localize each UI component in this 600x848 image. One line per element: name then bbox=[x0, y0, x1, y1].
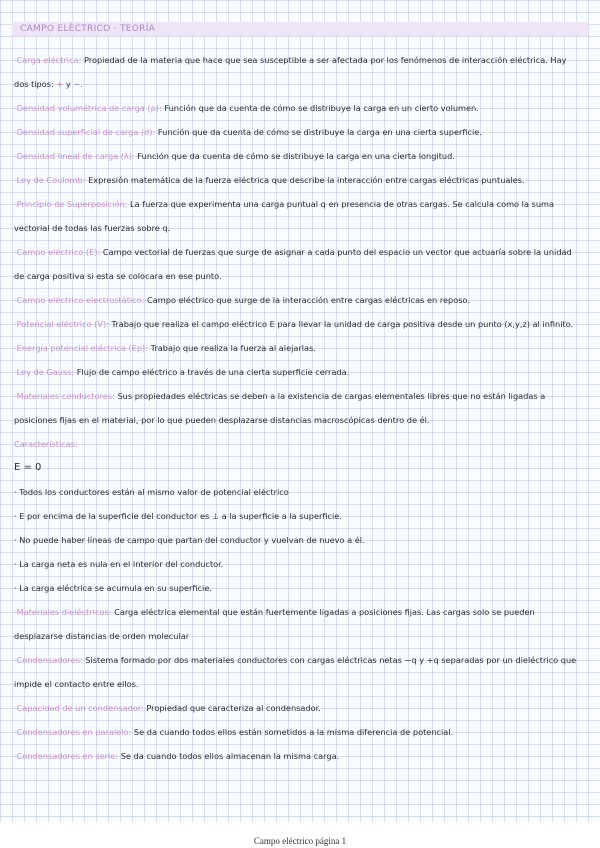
characteristic-item: · Todos los conductores están al mismo valor de potencial eléctrico bbox=[14, 487, 289, 497]
note-text: Se da cuando todos ellos almacenan la misma carga. bbox=[118, 751, 340, 761]
note-entry: ·Densidad volumétrica de carga (ρ): Función que da cuenta de cómo se distribuye la carga en un cierto volumen. bbox=[14, 103, 479, 113]
note-entry: ·Campo eléctrico (E): Campo vectorial de fuerzas que surge de asignar a cada punto del espacio un vector que actuaría sobre la unidad de carga positiva si esta se colocara en ese punto. bbox=[14, 247, 572, 281]
note-entry: ·Condensadores: Sistema formado por dos materiales conductores con cargas eléctricas netas −q y +q separadas por un dieléctrico que impide el contacto entre ellos. bbox=[14, 655, 577, 689]
note-text: Función que da cuenta de cómo se distribuye la carga en un cierto volumen. bbox=[161, 103, 479, 113]
note-entry: ·Ley de Gauss: Flujo de campo eléctrico a través de una cierta superficie cerrada. bbox=[14, 367, 350, 377]
page-title: CAMPO ELÉCTRICO · TEORÍA bbox=[20, 24, 156, 34]
characteristic-item: · No puede haber líneas de campo que partan del conductor y vuelvan de nuevo a él. bbox=[14, 535, 365, 545]
note-text: Se da cuando todos ellos están sometidos a la misma diferencia de potencial. bbox=[131, 727, 454, 737]
note-text: Carga eléctrica elemental que están fuertemente ligadas a posiciones fijas. Las cargas solo se pueden desplazarse distancias de orden molecular bbox=[14, 607, 535, 641]
note-entry: ·Materiales dieléctricos: Carga eléctrica elemental que están fuertemente ligadas a posiciones fijas. Las cargas solo se pueden desplazarse distancias de orden molecular bbox=[14, 607, 535, 641]
note-term: Campo eléctrico (E): bbox=[16, 247, 101, 257]
plus-sign: + bbox=[56, 79, 64, 89]
note-term: Principio de Superposición: bbox=[16, 199, 128, 209]
note-term: Ley de Gauss: bbox=[16, 367, 75, 377]
note-term: Campo eléctrico electrostático: bbox=[16, 295, 145, 305]
note-entry: ·Potencial eléctrico (V): Trabajo que realiza el campo eléctrico E para llevar la unidad de carga positiva desde un punto (x,y,z) al infinito. bbox=[14, 319, 574, 329]
characteristic-item: · La carga neta es nula en el interior del conductor. bbox=[14, 559, 224, 569]
note-entry: ·Capacidad de un condensador: Propiedad que caracteriza al condensador. bbox=[14, 703, 321, 713]
characteristic-item: · La carga eléctrica se acumula en su superficie. bbox=[14, 583, 212, 593]
note-entry: ·Principio de Superposición: La fuerza que experimenta una carga puntual q en presencia de otras cargas. Se calcula como la suma vectorial de todas las fuerzas sobre q. bbox=[14, 199, 555, 233]
characteristics-heading: Características: bbox=[14, 439, 78, 449]
page-footer: Campo eléctrico página 1 bbox=[253, 836, 347, 846]
note-text: Propiedad de la materia que hace que sea susceptible a ser afectada por los fenómenos de interacción eléctrica. Hay dos tipos: bbox=[14, 55, 567, 89]
note-text: Función que da cuenta de cómo se distribuye la carga en una cierta longitud. bbox=[134, 151, 455, 161]
note-text: Campo vectorial de fuerzas que surge de asignar a cada punto del espacio un vector que actuaría sobre la unidad de carga positiva si esta se colocara en ese punto. bbox=[14, 247, 572, 281]
note-term: Ley de Coulomb: bbox=[16, 175, 86, 185]
note-term: Energía potencial eléctrica (Ep): bbox=[16, 343, 148, 353]
note-term: Densidad volumétrica de carga (ρ): bbox=[16, 103, 162, 113]
note-text: La fuerza que experimenta una carga puntual q en presencia de otras cargas. Se calcula como la suma vectorial de todas las fuerzas sobre q. bbox=[14, 199, 555, 233]
notes-body bbox=[14, 48, 582, 768]
note-term: Densidad superficial de carga (σ): bbox=[16, 127, 156, 137]
note-term: Condensadores en paralelo: bbox=[16, 727, 132, 737]
note-term: Capacidad de un condensador: bbox=[16, 703, 144, 713]
note-term: Densidad lineal de carga (λ): bbox=[16, 151, 135, 161]
note-term: Condensadores: bbox=[16, 655, 83, 665]
note-term: Carga eléctrica: bbox=[16, 55, 82, 65]
note-term: Materiales dieléctricos: bbox=[16, 607, 112, 617]
note-entry: ·Densidad lineal de carga (λ): Función que da cuenta de cómo se distribuye la carga en una cierta longitud. bbox=[14, 151, 455, 161]
characteristic-item: · E por encima de la superficie del conductor es ⊥ a la superficie a la superficie. bbox=[14, 511, 342, 521]
note-entry: ·Ley de Coulomb: Expresión matemática de la fuerza eléctrica que describe la interacción entre cargas eléctricas puntuales. bbox=[14, 175, 525, 185]
note-text: Campo eléctrico que surge de la interacción entre cargas eléctricas en reposo. bbox=[144, 295, 471, 305]
note-text: Flujo de campo eléctrico a través de una cierta superficie cerrada. bbox=[74, 367, 350, 377]
note-text: Expresión matemática de la fuerza eléctrica que describe la interacción entre cargas eléctricas puntuales. bbox=[85, 175, 525, 185]
note-entry: ·Densidad superficial de carga (σ): Función que da cuenta de cómo se distribuye la carga en una cierta superficie. bbox=[14, 127, 482, 137]
note-text: Trabajo que realiza la fuerza al alejarlas. bbox=[147, 343, 316, 353]
note-term: Condensadores en serie: bbox=[16, 751, 119, 761]
minus-sign: −. bbox=[73, 79, 83, 89]
note-term: Materiales conductores: bbox=[16, 391, 115, 401]
note-entry: ·Condensadores en paralelo: Se da cuando todos ellos están sometidos a la misma diferencia de potencial. bbox=[14, 727, 454, 737]
note-entry: ·Materiales conductores: Sus propiedades eléctricas se deben a la existencia de cargas elementales libres que no están ligadas a posiciones fijas en el material, por lo que pueden desplazarse distancias macroscópicas dentro de él. bbox=[14, 391, 546, 425]
note-entry: ·Energía potencial eléctrica (Ep): Trabajo que realiza la fuerza al alejarlas. bbox=[14, 343, 316, 353]
note-text: Sus propiedades eléctricas se deben a la existencia de cargas elementales libres que no están ligadas a posiciones fijas en el material, por lo que pueden desplazarse distancias macroscópicas dentro de él. bbox=[14, 391, 546, 425]
note-text: Sistema formado por dos materiales conductores con cargas eléctricas netas −q y +q separadas por un dieléctrico que impide el contacto entre ellos. bbox=[14, 655, 577, 689]
note-entry: ·Condensadores en serie: Se da cuando todos ellos almacenan la misma carga. bbox=[14, 751, 340, 761]
note-text: Función que da cuenta de cómo se distribuye la carga en una cierta superficie. bbox=[155, 127, 482, 137]
note-entry: ·Campo eléctrico electrostático: Campo eléctrico que surge de la interacción entre cargas eléctricas en reposo. bbox=[14, 295, 471, 305]
note-joiner: y bbox=[63, 79, 74, 89]
note-entry: ·Carga eléctrica: Propiedad de la materia que hace que sea susceptible a ser afectada por los fenómenos de interacción eléctrica. Hay dos tipos: + y −. bbox=[14, 55, 567, 89]
note-text: Trabajo que realiza el campo eléctrico E para llevar la unidad de carga positiva desde un punto (x,y,z) al infinito. bbox=[108, 319, 574, 329]
characteristics-formula: E = 0 bbox=[14, 462, 42, 473]
note-term: Potencial eléctrico (V): bbox=[16, 319, 109, 329]
note-text: Propiedad que caracteriza al condensador. bbox=[143, 703, 321, 713]
